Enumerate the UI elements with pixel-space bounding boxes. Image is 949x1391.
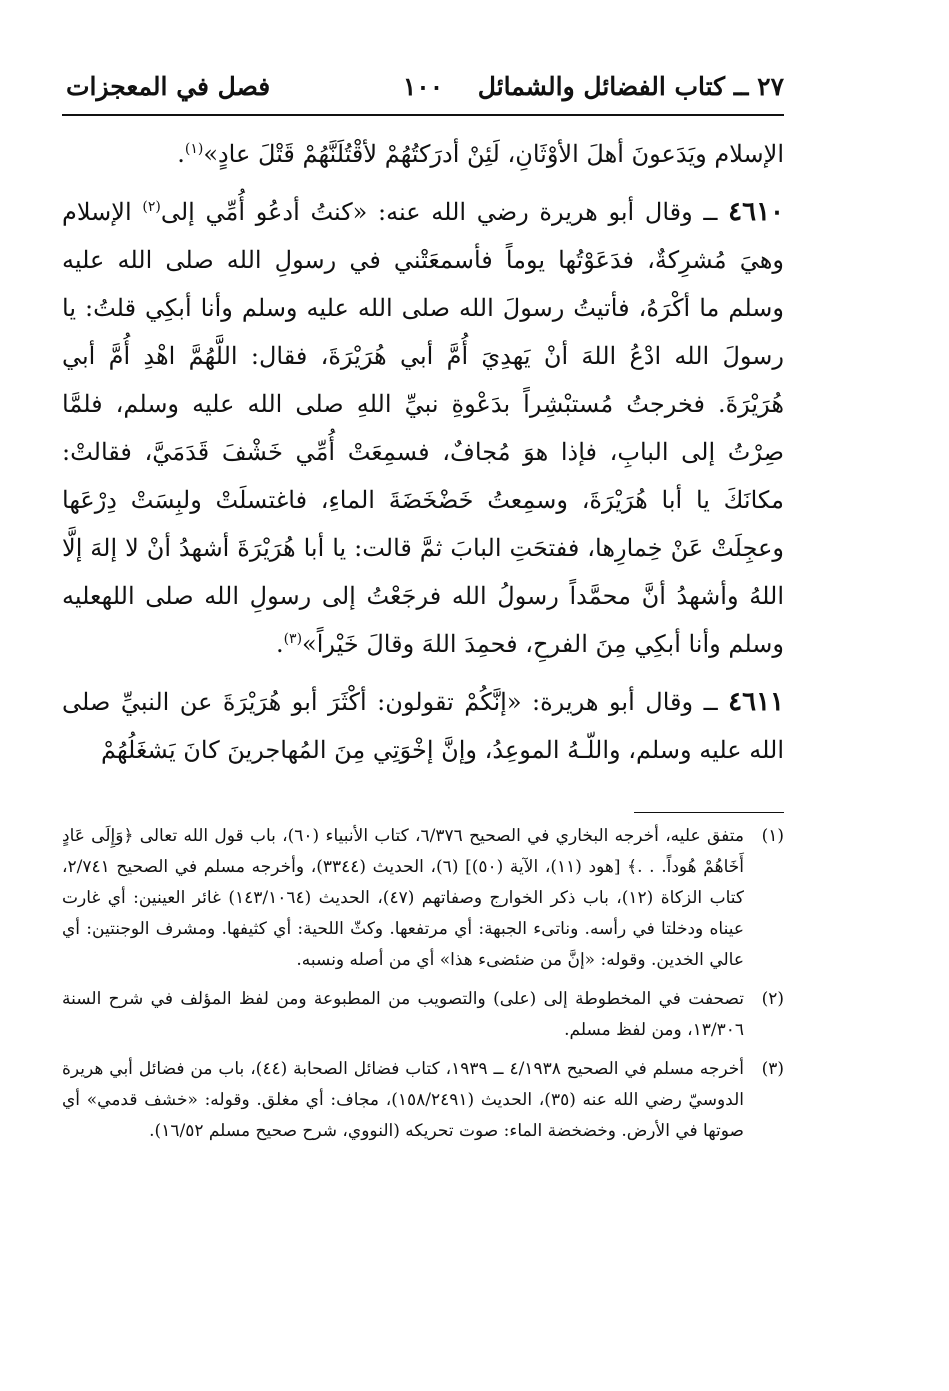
footnote-number: (١) [761, 826, 784, 846]
footnote-number: (٢) [761, 989, 784, 1009]
footnote-number: (٣) [761, 1059, 784, 1079]
book-title: ٢٧ ــ كتاب الفضائل والشمائل [477, 72, 784, 101]
paragraph-end: . [275, 630, 284, 658]
footnotes-section [62, 812, 784, 1147]
footnote-ref-1[interactable]: (١) [184, 141, 204, 157]
footnote-ref-2[interactable]: (٢) [142, 199, 161, 215]
footnote-1 [62, 821, 784, 976]
page-number: ١٠٠ [402, 72, 444, 101]
paragraph-text: الإسلام ويَدَعونَ أهلَ الأوْثَانِ، لَئِنْ أدرَكتُهُمْ لأقْتُلَنَّهُمْ قَتْلَ عادٍ» [203, 140, 784, 168]
hadith-text: ــ وقال أبو هريرة: «إنَّكُمْ تقولون: أكْثَرَ أبو هُرَيْرَةَ عن النبيِّ صلى الله عليه وسلم، واللّـهُ الموعِدُ، وإنَّ إخْوَتِي مِنَ المُهاجرينَ كانَ يَشغَلُهُمْ [62, 688, 784, 764]
main-text [62, 130, 784, 774]
footnote-text: أخرجه مسلم في الصحيح ٤/١٩٣٨ ــ ١٩٣٩، كتاب فضائل الصحابة (٤٤)، باب من فضائل أبي هريرة الدوسيّ رضي الله عنه (٣٥)، الحديث (١٥٨/٢٤٩١)، مجاف: أي مغلق. وقوله: «خشف قدمي» أي صوتها في الأرض. وخضخضة الماء: صوت تحريكه (النووي، شرح صحيح مسلم ١٦/٥٢). [62, 1059, 744, 1141]
footnote-text: متفق عليه، أخرجه البخاري في الصحيح ٦/٣٧٦، كتاب الأنبياء (٦٠)، باب قول الله تعالى ﴿وَإِلَى عَادٍ أَخَاهُمْ هُوداً. . .﴾ [هود (١١)، الآية (٥٠)] (٦)، الحديث (٣٣٤٤)، وأخرجه مسلم في الصحيح ٢/٧٤١، كتاب الزكاة (١٢)، باب ذكر الخوارج وصفاتهم (٤٧)، الحديث (١٤٣/١٠٦٤) غائر العينين: أي غارت عيناه ودخلتا في رأسه. وناتىء الجبهة: أي مرتفعها. وكثّ اللحية: أي كثيفها. ومشرف الوجنتين: أي عالي الخدين. وقوله: «إنَّ من ضئضىء هذا» أي من أصله ونسبه. [62, 826, 744, 970]
footnote-divider [634, 812, 784, 813]
footnote-2 [62, 984, 784, 1046]
footnote-3 [62, 1054, 784, 1147]
hadith-4611 [62, 678, 784, 774]
section-title: فصل في المعجزات [66, 72, 271, 101]
footnote-ref-3[interactable]: (٣) [283, 631, 303, 647]
hadith-text-part-2: الإسلام وهيَ مُشرِكةٌ، فدَعَوْتُها يوماً فأسمعَتْني في رسولِ الله صلى الله عليه وسلم ما أكْرَهُ، فأتيتُ رسولَ الله صلى الله عليه وسلم وأنا أبكِي قلتُ: يا رسولَ الله ادْعُ اللهَ أنْ يَهدِيَ أُمَّ أبي هُرَيْرَةَ، فقال: اللَّهُمَّ اهْدِ أُمَّ أبي هُرَيْرَةَ. فخرجتُ مُستبْشِراً بدَعْوةِ نبيِّ اللهِ صلى الله عليه وسلم، فلمَّا صِرْتُ إلى البابِ، فإذا هوَ مُجافٌ، فسمِعَتْ أُمِّي خَشْفَ قَدَمَيَّ، فقالتْ: مكانَكَ يا أبا هُرَيْرَةَ، وسمِعتُ خَضْخَضَةَ الماءِ، فاغتسلَتْ ولبِسَتْ دِرْعَها وعجِلَتْ عَنْ خِمارِها، ففتحَتِ البابَ ثمَّ قالت: يا أبا هُرَيْرَةَ أشهدُ أنْ لا إلهَ إلَّا اللهُ وأشهدُ أنَّ محمَّداً رسولُ الله فرجَعْتُ إلى رسولِ الله صلى اللهعليه وسلم وأنا أبكِي مِنَ الفرحِ، فحمِدَ اللهَ وقالَ خَيْراً» [62, 198, 784, 658]
running-header [62, 66, 784, 116]
book-page [62, 66, 784, 784]
hadith-text-part-1: ــ وقال أبو هريرة رضي الله عنه: «كنتُ أدعُو أُمِّي إلى [160, 198, 729, 226]
paragraph-end: . [177, 140, 185, 168]
hadith-4610 [62, 188, 784, 668]
footnote-text: تصحفت في المخطوطة إلى (على) والتصويب من المطبوعة ومن لفظ المؤلف في شرح السنة ١٣/٣٠٦، ومن لفظ مسلم. [62, 989, 744, 1040]
hadith-number: ٤٦١٠ [728, 197, 785, 227]
paragraph-continuation [62, 130, 784, 178]
hadith-number: ٤٦١١ [728, 687, 784, 717]
